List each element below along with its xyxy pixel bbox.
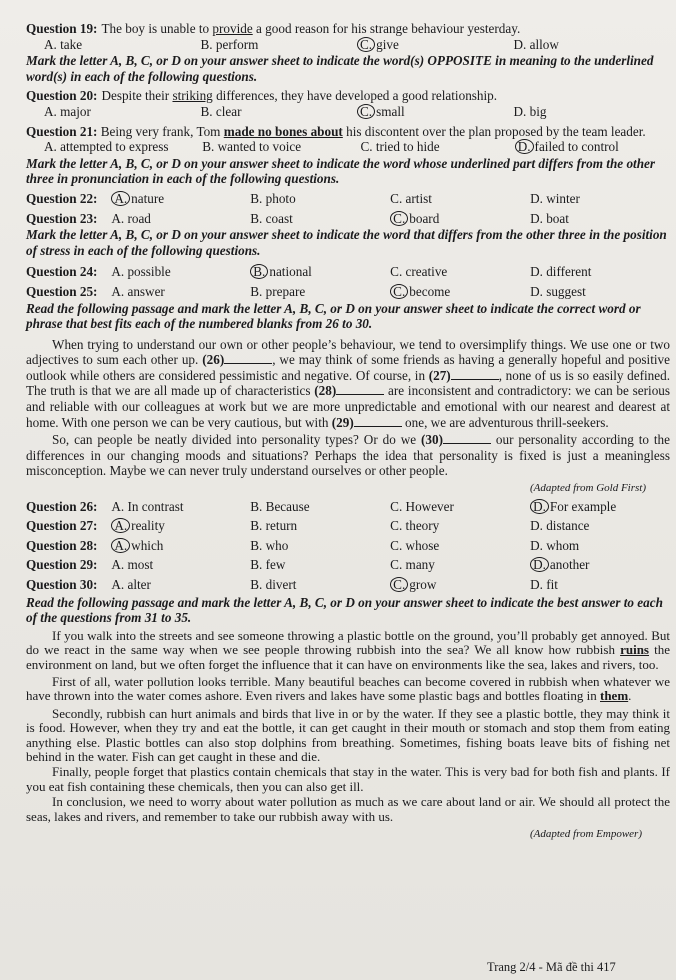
option-c: C. theory (390, 518, 440, 534)
option-b: B. Because (250, 498, 310, 514)
option-a: A. nature (111, 191, 250, 207)
passage-2 (26, 629, 670, 824)
blank-28: (28) (314, 383, 337, 399)
passage-1-paragraph-2: So, can people be neatly divided into personality types? Or do we (30) our personality according to the differences in our changing moods and situations? Perhaps the idea that personality is fixed is just a meaningless misconception. Maybe we can never truly understand ourselves or other people. (26, 432, 671, 479)
blank-29: (29) (331, 414, 354, 430)
passage-1-source: (Adapted from Gold First) (530, 482, 646, 495)
passage-2-paragraph-1: If you walk into the streets and see someone throwing a plastic bottle on the ground, you’ll probably get annoyed. But do we react in the same way when we see people throwing rubbish into the sea? We all know how rubbish ruins the environment on land, but we often forget the influence that it can have on environments like the sea, lakes and rivers, too. (26, 627, 670, 672)
question-label: Question 23: (26, 210, 98, 226)
passage-2-paragraph-5: In conclusion, we need to worry about water pollution as much as we care about land or air. We should all protect the seas, lakes and rivers, and remember to take our rubbish away with us. (26, 794, 670, 824)
question-text: The boy is unable to provide a good reason for his strange behaviour yesterday. (101, 21, 521, 36)
option-b: B. prepare (250, 283, 306, 299)
option-d: D. distance (530, 518, 590, 534)
option-c: C. whose (390, 537, 440, 553)
options-19 (26, 37, 670, 53)
options-21 (26, 139, 670, 155)
option-a: A. In contrast (111, 498, 184, 514)
blank-line (354, 425, 402, 427)
option-a: A. possible (111, 264, 171, 280)
option-d: D. suggest (530, 283, 586, 299)
blank-line (451, 378, 499, 380)
passage-2-paragraph-2: First of all, water pollution looks terrible. Many beautiful beaches can become covered in rubbish when whatever we have thrown into the water comes ashore. Even rivers and lakes have some plastic bags and bottles floating in them. (26, 674, 670, 704)
question-21 (26, 124, 670, 140)
option-a: A. take (44, 36, 83, 52)
question-label: Question 30: (26, 577, 98, 592)
answer-circle: B. (250, 264, 268, 279)
instruction-stress: Mark the letter A, B, C, or D on your answer sheet to indicate the word that differs from the other three in the position of stress in each of the following questions. (26, 227, 667, 258)
question-label: Question 28: (26, 537, 98, 553)
underlined-word: provide (212, 21, 253, 36)
option-a: A. alter (111, 577, 151, 592)
option-d: D. different (530, 264, 592, 280)
option-c: C. artist (390, 190, 432, 206)
option-b: B. national (250, 264, 390, 280)
question-19 (26, 21, 670, 37)
option-d: D. failed to control (515, 139, 670, 155)
instruction-passage-2: Read the following passage and mark the letter A, B, C, or D on your answer sheet to indicate the best answer to each of the questions from 31 to 35. (26, 594, 663, 626)
question-label: Question 24: (26, 264, 98, 280)
option-a: A. answer (111, 283, 165, 299)
page-footer: Trang 2/4 - Mã đề thi 417 (487, 960, 616, 974)
blank-line (224, 362, 272, 364)
option-b: B. clear (200, 103, 242, 119)
option-b: B. photo (250, 190, 296, 206)
question-26 (26, 499, 670, 515)
answer-circle: C. (390, 577, 408, 592)
answer-circle: D. (530, 557, 549, 572)
question-label: Question 25: (26, 283, 98, 299)
answer-circle: C. (357, 104, 375, 119)
option-b: B. return (250, 518, 298, 534)
question-label: Question 21: (26, 123, 98, 139)
question-27 (26, 518, 670, 534)
option-d: D. big (513, 103, 547, 119)
option-b: B. wanted to voice (202, 139, 302, 155)
option-c: C. grow (390, 577, 530, 593)
answer-circle: A. (111, 538, 130, 553)
answer-circle: C. (390, 284, 408, 299)
question-25 (26, 284, 670, 300)
blank-30: (30) (420, 432, 443, 448)
question-text: Being very frank, Tom made no bones about his discontent over the plan proposed by the team leader. (100, 123, 646, 139)
option-c: C. many (390, 557, 435, 573)
option-d: D. fit (530, 577, 558, 592)
option-d: D. For example (530, 499, 670, 515)
question-23 (26, 211, 670, 227)
option-d: D. another (530, 557, 670, 573)
option-d: D. whom (530, 537, 580, 553)
option-c: C. board (390, 211, 530, 227)
answer-circle: C. (357, 37, 375, 52)
option-c: C. tried to hide (360, 139, 440, 155)
option-c: C. creative (390, 264, 448, 280)
underlined-phrase: made no bones about (223, 123, 343, 139)
passage-2-paragraph-3: Secondly, rubbish can hurt animals and birds that live in or by the water. If they see a plastic bottle, they may think it is food. However, when they try and eat the bottle, it can get caught in their mouth or stomach and stop them from eating anything else. Plastic bottles can also stop dolphins from breathing. Sometimes, fishing boats leave bits of fishing net behind in the water. Fish can get caught in these and die. (26, 705, 670, 765)
option-b: B. divert (250, 577, 297, 592)
underlined-word: them (600, 688, 629, 704)
option-a: A. most (111, 557, 154, 573)
question-label: Question 26: (26, 498, 98, 514)
passage-1-paragraph-1: When trying to understand our own or other people’s behaviour, we tend to oversimplify things. We use one or two adjectives to sum each other up. (26) , we may think of some friends as having a generally hopeful and positive outlook while others are considered pessimistic and negative. Of course, in (27) , none of us is so easily defined. The truth is that we are all made up of characteristics (28) are inconsistent and contradictory: we can be serious and reliable with our colleagues at work but we are more unpredictable and emotional with our nearest and dearest at home. With one person we can be very cautious, but with (29) one, we are adventurous thrill-seekers. (26, 336, 671, 430)
question-24 (26, 264, 670, 280)
options-20 (26, 104, 670, 120)
option-a: A. which (111, 538, 250, 554)
question-30 (26, 577, 670, 593)
option-d: D. allow (513, 36, 559, 52)
answer-circle: C. (390, 211, 408, 226)
option-c: C. However (390, 498, 454, 514)
answer-circle: A. (111, 191, 130, 206)
underlined-word: ruins (620, 642, 649, 658)
passage-2-paragraph-4: Finally, people forget that plastics contain chemicals that stay in the water. This is very bad for both fish and plants. If you eat fish containing these chemicals, then you can also get ill. (26, 764, 670, 794)
option-a: A. major (44, 103, 91, 119)
option-a: A. reality (111, 518, 250, 534)
option-b: B. who (250, 537, 289, 553)
question-22 (26, 191, 670, 207)
option-d: D. winter (530, 190, 580, 206)
blank-line (336, 393, 384, 395)
option-b: B. coast (250, 210, 293, 226)
question-label: Question 27: (26, 518, 98, 534)
underlined-word: striking (172, 88, 213, 104)
question-label: Question 29: (26, 557, 98, 573)
instruction-passage-1: Read the following passage and mark the letter A, B, C, or D on your answer sheet to indicate the correct word or phrase that best fits each of the numbered blanks from 26 to 30. (26, 300, 641, 332)
option-b: B. few (250, 557, 286, 573)
question-label: Question 20: (26, 88, 98, 104)
question-label: Question 22: (26, 190, 98, 206)
option-a: A. attempted to express (44, 139, 169, 155)
option-b: B. perform (200, 36, 259, 52)
question-text: Despite their striking differences, they have developed a good relationship. (101, 88, 498, 104)
option-c: C. small (357, 104, 514, 120)
option-c: C. give (357, 37, 514, 53)
passage-2-source: (Adapted from Empower) (529, 828, 642, 841)
option-d: D. boat (530, 210, 569, 226)
question-28 (26, 538, 670, 554)
instruction-pronunciation: Mark the letter A, B, C, or D on your answer sheet to indicate the word whose underlined part differs from the other three in pronunciation in each of the following questions. (26, 155, 656, 187)
blank-line (443, 442, 491, 444)
answer-circle: D. (530, 499, 549, 514)
question-29 (26, 557, 670, 573)
option-a: A. road (111, 210, 151, 226)
answer-circle: D. (515, 139, 534, 154)
answer-circle: A. (111, 518, 130, 533)
blank-26: (26) (202, 352, 225, 368)
instruction-opposite: Mark the letter A, B, C, or D on your answer sheet to indicate the word(s) OPPOSITE in meaning to the underlined word(s) in each of the following questions. (26, 53, 654, 84)
blank-27: (27) (428, 367, 451, 383)
question-label: Question 19: (26, 21, 98, 36)
question-20 (26, 88, 670, 104)
option-c: C. become (390, 284, 530, 300)
